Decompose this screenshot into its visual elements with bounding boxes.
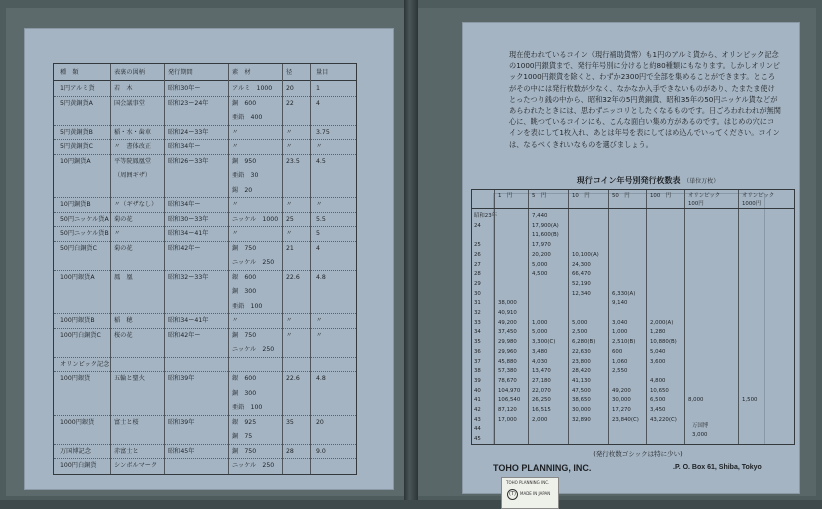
mintage-cell: 29 — [474, 280, 481, 287]
mintage-cell: 6,280(B) — [572, 339, 596, 346]
mintage-cell: 32 — [474, 310, 481, 316]
mintage-row — [472, 299, 794, 307]
coin-spec-cell: 4 — [316, 244, 320, 252]
coin-spec-cell: 錫 20 — [232, 186, 253, 194]
coin-spec-cell: 〃 — [316, 201, 323, 208]
coin-spec-cell: 〃 — [286, 230, 293, 237]
mintage-cell: 2,510(B) — [612, 339, 636, 346]
column-divider — [684, 190, 685, 444]
mintage-cell: 1,000 — [612, 329, 628, 336]
coin-spec-cell: 亜鉛 100 — [232, 404, 263, 411]
mintage-row — [472, 348, 794, 356]
mintage-cell: 40,910 — [498, 310, 517, 316]
mintage-row — [472, 270, 794, 278]
coin-spec-cell: 100円白銅貨C — [60, 331, 101, 339]
mintage-header-cell: 5 円 — [532, 193, 547, 199]
mintage-row — [472, 251, 794, 259]
mintage-cell: 9,140 — [612, 300, 628, 307]
coin-spec-cell: 100円銀貨B — [60, 317, 95, 324]
mintage-cell: 1,000 — [532, 319, 548, 326]
mintage-cell: 42 — [474, 407, 481, 413]
coin-spec-cell: 50円白銅貨C — [60, 244, 97, 252]
coin-spec-cell: 22.6 — [286, 273, 300, 281]
mintage-cell: 30,000 — [612, 397, 631, 404]
mintage-cell: 2,000 — [532, 416, 548, 423]
bold-note: (発行枚数ゴシックは特に少い) — [593, 450, 683, 458]
coin-spec-cell: 平等院鳳凰堂 — [114, 157, 152, 165]
coin-spec-cell: 若 木 — [114, 85, 133, 92]
mintage-row — [472, 261, 794, 269]
logo-icon: (T) — [507, 489, 518, 500]
mintage-cell: 2,550 — [612, 368, 628, 375]
header-design: 表裏の図柄 — [114, 69, 145, 76]
mintage-cell: 4,500 — [532, 271, 548, 278]
coin-spec-cell: 1円アルミ貨 — [60, 85, 95, 92]
chart-title — [513, 175, 783, 186]
mintage-cell: 600 — [612, 348, 623, 355]
mintage-header-cell: 100 円 — [650, 193, 672, 199]
coin-spec-cell: 5円黄銅貨C — [60, 143, 94, 150]
coin-spec-cell: 〃 — [316, 317, 323, 324]
mintage-cell: 27,180 — [532, 377, 551, 384]
mintage-cell: 37 — [474, 358, 481, 365]
mintage-cell: 10,880(B) — [650, 339, 677, 346]
mintage-cell: 43,220(C) — [650, 416, 677, 423]
mintage-cell: 20,200 — [532, 251, 551, 258]
mintage-cell: 41 — [474, 397, 481, 404]
mintage-row — [472, 309, 794, 317]
header-material: 素 材 — [232, 69, 251, 76]
left-card — [24, 28, 394, 490]
mintage-cell: 29,980 — [498, 339, 517, 346]
mintage-cell: 3,600 — [650, 358, 666, 365]
column-divider — [568, 190, 569, 444]
mintage-row — [472, 319, 794, 327]
coin-spec-cell: 50円ニッケル貨B — [60, 230, 109, 237]
coin-spec-cell: 昭和39年 — [168, 418, 195, 426]
column-divider — [310, 64, 311, 474]
coin-spec-cell: （周囲ギザ） — [114, 172, 152, 179]
coin-spec-cell: 〃（ギザなし） — [114, 201, 158, 208]
coin-spec-cell: 4.8 — [316, 273, 326, 281]
mintage-cell: 12,340 — [572, 290, 591, 297]
column-divider — [738, 190, 739, 444]
mintage-row — [472, 338, 794, 346]
coin-spec-cell: 3.75 — [316, 128, 330, 136]
mintage-row — [472, 222, 794, 230]
column-divider — [608, 190, 609, 444]
mintage-cell: 24,300 — [572, 261, 591, 268]
coin-spec-cell: 28 — [286, 447, 294, 455]
coin-spec-cell: 昭和42年ー — [168, 331, 201, 339]
mintage-cell: 23,800 — [572, 358, 591, 365]
mintage-cell: 1,500 — [742, 397, 758, 404]
coin-spec-cell: 100円銀貨A — [60, 273, 95, 281]
mintage-cell: 5,000 — [532, 261, 548, 268]
mintage-row — [472, 212, 794, 220]
coin-spec-cell: 22 — [286, 99, 294, 107]
coin-spec-cell: 〃 — [232, 317, 239, 324]
column-divider — [164, 64, 165, 474]
mintage-cell: 44 — [474, 426, 481, 433]
mintage-cell: 39 — [474, 377, 481, 384]
mintage-header-cell: 50 円 — [612, 193, 630, 199]
mintage-cell: 37,450 — [498, 329, 517, 336]
mintage-cell: 25 — [474, 242, 481, 249]
coin-spec-cell: シンボルマーク — [114, 462, 158, 469]
mintage-cell: 8,000 — [688, 397, 704, 404]
mintage-row — [472, 416, 794, 424]
coin-spec-cell: 〃 — [316, 331, 323, 339]
mintage-cell: 16,515 — [532, 407, 551, 413]
mintage-cell: 5,000 — [532, 329, 548, 336]
mintage-cell: 28,420 — [572, 368, 591, 375]
coin-spec-cell: 〃 — [316, 143, 323, 150]
coin-spec-cell: 20 — [316, 418, 324, 426]
coin-spec-cell: 銅 75 — [232, 433, 253, 440]
coin-spec-cell: 23.5 — [286, 157, 300, 165]
mintage-cell: 87,120 — [498, 407, 517, 413]
column-divider — [646, 190, 647, 444]
chart-unit: （単位万枚） — [683, 178, 720, 185]
expo-label: 万国博 — [692, 422, 709, 429]
coin-spec-cell: 4 — [316, 99, 320, 107]
coin-spec-cell: 国会議事堂 — [114, 99, 145, 107]
coin-spec-cell: 昭和24ー33年 — [168, 128, 209, 136]
mintage-cell: 13,470 — [532, 368, 551, 375]
column-divider — [282, 64, 283, 474]
coin-spec-cell: 22.6 — [286, 375, 300, 382]
mintage-cell: 31 — [474, 300, 481, 307]
coin-spec-cell: 稲 穂 — [114, 317, 133, 324]
mintage-cell: 47,500 — [572, 387, 591, 394]
coin-spec-cell: 〃 — [232, 128, 239, 136]
mintage-cell: 26 — [474, 251, 481, 258]
mintage-cell: 34 — [474, 329, 481, 336]
mintage-cell: 35 — [474, 339, 481, 346]
coin-specs-table — [53, 63, 357, 475]
mintage-cell: 昭和23年 — [474, 213, 498, 219]
mintage-cell: 11,600(B) — [532, 232, 559, 239]
mintage-header-cell: オリンピック 100円 — [688, 193, 721, 207]
mintage-cell: 104,970 — [498, 387, 521, 394]
mintage-cell: 40 — [474, 387, 481, 394]
mintage-header-cell: オリンピック 1000円 — [742, 193, 775, 207]
coin-spec-cell: 昭和34年ー — [168, 201, 201, 208]
mintage-cell: 27 — [474, 261, 481, 268]
coin-spec-cell: 〃 — [286, 128, 293, 136]
coin-spec-cell: 昭和23ー24年 — [168, 99, 209, 107]
mintage-cell: 3,450 — [650, 407, 666, 413]
mintage-row — [472, 377, 794, 385]
mintage-cell: 66,470 — [572, 271, 591, 278]
mintage-cell: 6,330(A) — [612, 290, 636, 297]
mintage-cell: 17,270 — [612, 407, 631, 413]
mintage-cell: 17,900(A) — [532, 222, 559, 229]
coin-spec-cell: 銅 750 — [232, 244, 257, 252]
coin-spec-cell: 4.8 — [316, 375, 326, 382]
coin-spec-cell: ニッケル 250 — [232, 346, 275, 353]
header-period: 発行期間 — [168, 69, 193, 76]
label-made-in: MADE IN JAPAN — [520, 491, 551, 496]
mintage-cell: 4,800 — [650, 377, 666, 384]
mintage-row — [472, 387, 794, 395]
coin-spec-cell: 昭和34年ー — [168, 143, 201, 150]
coin-spec-cell: 5 — [316, 230, 320, 237]
coin-spec-cell: ニッケル 1000 — [232, 215, 279, 223]
coin-spec-cell: 〃 — [286, 317, 293, 324]
coin-spec-cell: 〃 — [232, 201, 239, 208]
mintage-row — [472, 367, 794, 375]
company-name: TOHO PLANNING, INC. — [493, 463, 592, 473]
mintage-cell: 6,500 — [650, 397, 666, 404]
coin-spec-cell: 100円銀貨 — [60, 375, 91, 382]
mintage-cell: 41,130 — [572, 377, 591, 384]
coin-spec-cell: 万国博記念 — [60, 447, 91, 455]
header-diameter: 径 — [286, 69, 293, 76]
mintage-cell: 29,960 — [498, 348, 517, 355]
mintage-cell: 78,670 — [498, 377, 517, 384]
coin-spec-cell: 富士と桜 — [114, 418, 139, 426]
mintage-row — [472, 425, 794, 433]
mintage-cell: 30 — [474, 290, 481, 297]
mintage-cell: 45,880 — [498, 358, 517, 365]
column-divider — [528, 190, 529, 444]
intro-paragraph: 現在使われているコイン（現行補助貨幣）も1円のアルミ貨から、オリンピック記念の1000円銀貨まで、発行年号別に分けると約80種類にもなります。しかしオリンピック1000円銀貨を除くと、わずか2300円で全部を集めることができます。ところがその中には発行枚数が少なく、なかなか入手できないものがあり、たまたま使けとったつり銭の中から、昭和32年の5円黄銅貨、昭和35年の50円ニッケル貨などがあらわれたときには、思わずニッコリとしたくなるものです。日ごろわれわれが無関心に、眺つているコインにも、こんな面白い集め方があるのです。はじめの穴にコインを表にして1枚入れ、あとは年号を表にしてはめ込んでいってください。コインは、なるべくきれいなものを選びましょう。 — [509, 50, 781, 149]
coin-spec-cell: ニッケル 250 — [232, 462, 275, 469]
coin-spec-cell: 銀 600 — [232, 375, 257, 382]
header-type: 種 類 — [60, 69, 79, 76]
mintage-row — [472, 406, 794, 414]
mintage-cell: 3,480 — [532, 348, 548, 355]
coin-spec-cell: 昭和42年ー — [168, 244, 201, 252]
mintage-cell: 32,890 — [572, 416, 591, 423]
folder-spine — [404, 0, 418, 500]
coin-spec-cell: 銅 750 — [232, 447, 257, 455]
coin-spec-cell: 菊の花 — [114, 215, 133, 223]
coin-spec-cell: 昭和45年 — [168, 447, 195, 455]
mintage-cell: 33 — [474, 319, 481, 326]
coin-spec-cell: 桜の花 — [114, 331, 133, 339]
coin-spec-cell: ニッケル 250 — [232, 259, 275, 266]
coin-spec-cell: 菊の花 — [114, 244, 133, 252]
column-divider — [494, 190, 495, 444]
coin-spec-cell: 銅 600 — [232, 99, 257, 107]
coin-spec-cell: 銅 300 — [232, 288, 257, 295]
mintage-cell: 1,280 — [650, 329, 666, 336]
mintage-row — [472, 280, 794, 288]
mintage-header — [472, 192, 794, 208]
coin-spec-cell: 20 — [286, 85, 294, 92]
mintage-cell: 22,070 — [532, 387, 551, 394]
coin-spec-cell: 昭和34ー41年 — [168, 317, 209, 324]
coin-spec-cell: 5円黄銅貨A — [60, 99, 93, 107]
mintage-row — [472, 435, 794, 443]
coin-spec-cell: オリンピック記念 — [60, 360, 110, 368]
mintage-cell: 26,250 — [532, 397, 551, 404]
mintage-cell: 49,200 — [498, 319, 517, 326]
coin-spec-cell: 〃 — [286, 143, 293, 150]
coin-spec-cell: アルミ 1000 — [232, 85, 273, 92]
coin-spec-cell: 〃 — [286, 201, 293, 208]
header-weight: 量目 — [316, 69, 329, 76]
coin-spec-cell: 25 — [286, 215, 294, 223]
maker-label — [501, 477, 559, 509]
mintage-cell: 23,840(C) — [612, 416, 639, 423]
coin-spec-cell: 〃 — [232, 230, 239, 237]
coin-spec-cell: 10円銅貨A — [60, 157, 91, 165]
coin-spec-cell: 銀 600 — [232, 273, 257, 281]
coin-spec-cell: 〃 — [114, 230, 121, 237]
mintage-cell: 3,300(C) — [532, 339, 556, 346]
coin-spec-cell: 〃 — [286, 331, 293, 339]
coin-spec-cell: 昭和34ー41年 — [168, 230, 209, 237]
mintage-cell: 4,030 — [532, 358, 548, 365]
coin-spec-cell: 4.5 — [316, 157, 326, 165]
expo-value: 3,000 — [692, 432, 708, 439]
mintage-cell: 3,040 — [612, 319, 628, 326]
mintage-cell: 30,000 — [572, 407, 591, 413]
company-address: .P. O. Box 61, Shiba, Tokyo — [673, 464, 762, 471]
coin-spec-cell: 1000円銀貨 — [60, 418, 95, 426]
mintage-cell: 28 — [474, 271, 481, 278]
coin-spec-cell: 銅 950 — [232, 157, 257, 165]
coin-spec-cell: 1 — [316, 85, 320, 92]
mintage-cell: 22,630 — [572, 348, 591, 355]
coin-spec-cell: 〃 書体改正 — [114, 143, 152, 150]
mintage-header-cell: 1 円 — [498, 193, 513, 199]
coin-spec-cell: 銅 750 — [232, 331, 257, 339]
mintage-cell: 38,650 — [572, 397, 591, 404]
label-company: TOHO PLANNING INC. — [506, 480, 550, 485]
coin-spec-cell: 10円銅貨B — [60, 201, 91, 208]
mintage-row — [472, 231, 794, 239]
coin-spec-cell: 亜鉛 400 — [232, 114, 263, 121]
mintage-cell: 2,500 — [572, 329, 588, 336]
mintage-cell: 17,000 — [498, 416, 517, 423]
mintage-cell: 49,200 — [612, 387, 631, 394]
coin-spec-cell: 五輪と聖火 — [114, 375, 145, 382]
right-card — [462, 22, 800, 497]
coin-spec-cell: 稲・水・歯車 — [114, 128, 152, 136]
mintage-cell: 5,000 — [572, 319, 588, 326]
coin-spec-cell: 昭和32ー33年 — [168, 273, 209, 281]
chart-title-text: 現行コイン年号別発行枚数表 — [576, 176, 681, 185]
mintage-cell: 1,060 — [612, 358, 628, 365]
mintage-cell: 45 — [474, 436, 481, 443]
coin-spec-cell: 5.5 — [316, 215, 326, 223]
coin-spec-cell: 銅 300 — [232, 389, 257, 397]
mintage-row — [472, 358, 794, 366]
coin-spec-cell: 21 — [286, 244, 294, 252]
coin-spec-cell: 5円黄銅貨B — [60, 128, 93, 136]
coin-spec-cell: 亜鉛 30 — [232, 172, 259, 179]
mintage-row — [472, 396, 794, 404]
mintage-cell: 10,650 — [650, 387, 669, 394]
header-divider — [472, 208, 794, 209]
mintage-cell: 106,540 — [498, 397, 521, 404]
coin-spec-cell: 昭和30年ー — [168, 85, 201, 92]
mintage-header-cell: 10 円 — [572, 193, 590, 199]
mintage-row — [472, 328, 794, 336]
mintage-table — [471, 189, 795, 445]
column-divider — [228, 64, 229, 474]
column-divider — [110, 64, 111, 474]
mintage-cell: 10,100(A) — [572, 251, 599, 258]
coin-spec-cell: 50円ニッケル貨A — [60, 215, 109, 223]
coin-spec-cell: 銀 925 — [232, 418, 257, 426]
mintage-cell: 2,000(A) — [650, 319, 674, 326]
coin-spec-cell: 35 — [286, 418, 294, 426]
mintage-cell: 5,040 — [650, 348, 666, 355]
coin-spec-cell: 9.0 — [316, 447, 326, 455]
mintage-row — [472, 290, 794, 298]
mintage-cell: 57,380 — [498, 368, 517, 375]
coin-spec-cell: 〃 — [232, 143, 239, 150]
mintage-cell: 36 — [474, 348, 481, 355]
coin-spec-cell: 昭和30ー33年 — [168, 215, 209, 223]
coin-spec-cell: 昭和26ー33年 — [168, 157, 209, 165]
coin-spec-cell: 昭和39年 — [168, 375, 195, 382]
coin-spec-cell: 赤富士と — [114, 447, 139, 455]
mintage-row — [472, 241, 794, 249]
mintage-cell: 38 — [474, 368, 481, 375]
mintage-cell: 24 — [474, 222, 481, 229]
mintage-cell: 52,190 — [572, 280, 591, 287]
mintage-cell: 7,440 — [532, 213, 548, 219]
coin-spec-cell: 鳳 凰 — [114, 273, 133, 281]
coin-spec-cell: 100円白銅貨 — [60, 462, 97, 469]
mintage-cell: 38,000 — [498, 300, 517, 307]
mintage-cell: 43 — [474, 416, 481, 423]
mintage-cell: 17,970 — [532, 242, 551, 249]
coin-spec-cell: 亜鉛 100 — [232, 302, 263, 310]
